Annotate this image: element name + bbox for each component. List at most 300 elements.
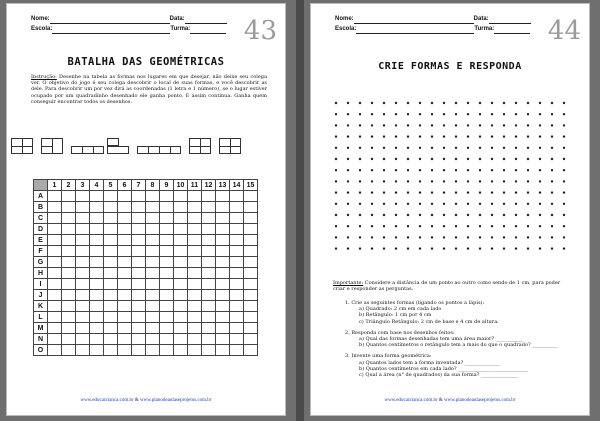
grid-cell[interactable]: [76, 279, 90, 290]
grid-dot: [479, 247, 481, 249]
grid-dot: [467, 102, 469, 104]
grid-dot: [419, 247, 421, 249]
grid-cell[interactable]: [118, 224, 132, 235]
data-label: Data:: [169, 16, 185, 22]
grid-cell[interactable]: [174, 257, 188, 268]
grid-cell[interactable]: [118, 246, 132, 257]
grid-cell[interactable]: [76, 268, 90, 279]
grid-cell[interactable]: [104, 268, 118, 279]
grid-cell[interactable]: [104, 323, 118, 334]
grid-cell[interactable]: [62, 202, 76, 213]
grid-cell[interactable]: [48, 312, 62, 323]
grid-cell[interactable]: [62, 312, 76, 323]
grid-cell[interactable]: [146, 345, 160, 356]
grid-cell[interactable]: [132, 345, 146, 356]
grid-cell[interactable]: [146, 246, 160, 257]
grid-cell[interactable]: [188, 279, 202, 290]
grid-cell[interactable]: [174, 312, 188, 323]
grid-col-header: 14: [230, 180, 244, 191]
grid-cell[interactable]: [118, 268, 132, 279]
shape-step: [107, 138, 119, 146]
grid-cell[interactable]: [118, 301, 132, 312]
grid-cell[interactable]: [216, 246, 230, 257]
grid-cell[interactable]: [118, 235, 132, 246]
grid-cell[interactable]: [160, 312, 174, 323]
grid-cell[interactable]: [188, 235, 202, 246]
grid-cell[interactable]: [48, 290, 62, 301]
grid-dot: [503, 203, 505, 205]
grid-cell[interactable]: [244, 235, 258, 246]
grid-dot: [371, 102, 373, 104]
grid-cell[interactable]: [90, 257, 104, 268]
grid-cell[interactable]: [202, 279, 216, 290]
grid-cell[interactable]: [244, 345, 258, 356]
grid-cell[interactable]: [216, 323, 230, 334]
grid-cell[interactable]: [216, 301, 230, 312]
grid-cell[interactable]: [90, 312, 104, 323]
grid-cell[interactable]: [146, 268, 160, 279]
grid-cell[interactable]: [62, 345, 76, 356]
grid-cell[interactable]: [188, 191, 202, 202]
grid-cell[interactable]: [90, 246, 104, 257]
grid-cell[interactable]: [146, 312, 160, 323]
grid-cell[interactable]: [146, 323, 160, 334]
grid-cell[interactable]: [104, 345, 118, 356]
grid-cell[interactable]: [244, 257, 258, 268]
grid-cell[interactable]: [160, 334, 174, 345]
grid-dot: [503, 180, 505, 182]
grid-cell[interactable]: [146, 213, 160, 224]
grid-cell[interactable]: [90, 323, 104, 334]
grid-cell[interactable]: [174, 268, 188, 279]
grid-cell[interactable]: [90, 191, 104, 202]
grid-cell[interactable]: [76, 235, 90, 246]
grid-cell[interactable]: [62, 213, 76, 224]
grid-cell[interactable]: [216, 224, 230, 235]
grid-cell[interactable]: [76, 202, 90, 213]
grid-cell[interactable]: [216, 312, 230, 323]
grid-dot: [455, 169, 457, 171]
grid-cell[interactable]: [160, 290, 174, 301]
grid-dot: [503, 135, 505, 137]
grid-cell[interactable]: [174, 246, 188, 257]
grid-cell[interactable]: [48, 224, 62, 235]
grid-dot: [431, 180, 433, 182]
grid-cell[interactable]: [216, 235, 230, 246]
grid-cell[interactable]: [244, 246, 258, 257]
grid-dot: [359, 113, 361, 115]
grid-cell[interactable]: [62, 301, 76, 312]
grid-cell[interactable]: [160, 279, 174, 290]
grid-cell[interactable]: [132, 191, 146, 202]
page-number: 43: [243, 16, 277, 46]
footer-link-1[interactable]: www.educacrianca.com.br: [80, 398, 134, 403]
grid-cell[interactable]: [62, 290, 76, 301]
grid-cell[interactable]: [230, 257, 244, 268]
page-divider: [296, 0, 304, 421]
grid-cell[interactable]: [146, 279, 160, 290]
grid-cell[interactable]: [146, 301, 160, 312]
instructions-label: Instrução:: [31, 74, 57, 80]
grid-cell[interactable]: [90, 279, 104, 290]
grid-cell[interactable]: [104, 257, 118, 268]
footer-link-2[interactable]: www.planodeaulaseprojetos.com.br: [140, 398, 212, 403]
grid-cell[interactable]: [202, 312, 216, 323]
grid-cell[interactable]: [160, 235, 174, 246]
grid-cell[interactable]: [202, 224, 216, 235]
grid-cell[interactable]: [244, 224, 258, 235]
grid-cell[interactable]: [160, 191, 174, 202]
grid-cell[interactable]: [230, 213, 244, 224]
grid-cell[interactable]: [188, 334, 202, 345]
grid-row-header: E: [34, 235, 48, 246]
grid-cell[interactable]: [62, 246, 76, 257]
grid-cell[interactable]: [174, 334, 188, 345]
grid-cell[interactable]: [160, 268, 174, 279]
grid-cell[interactable]: [104, 312, 118, 323]
grid-cell[interactable]: [62, 224, 76, 235]
grid-cell[interactable]: [48, 323, 62, 334]
important-label: Importante:: [333, 280, 364, 286]
grid-cell[interactable]: [174, 224, 188, 235]
grid-cell[interactable]: [62, 257, 76, 268]
grid-dot: [479, 169, 481, 171]
grid-cell[interactable]: [216, 345, 230, 356]
grid-cell[interactable]: [146, 334, 160, 345]
grid-cell[interactable]: [104, 202, 118, 213]
grid-dot: [383, 158, 385, 160]
grid-cell[interactable]: [90, 301, 104, 312]
grid-dot: [563, 147, 565, 149]
grid-cell[interactable]: [48, 334, 62, 345]
grid-cell[interactable]: [230, 290, 244, 301]
grid-cell[interactable]: [90, 345, 104, 356]
grid-cell[interactable]: [244, 202, 258, 213]
grid-dot: [563, 102, 565, 104]
grid-cell[interactable]: [132, 268, 146, 279]
grid-cell[interactable]: [132, 257, 146, 268]
grid-cell[interactable]: [76, 257, 90, 268]
grid-cell[interactable]: [244, 301, 258, 312]
grid-cell[interactable]: [216, 334, 230, 345]
grid-cell[interactable]: [62, 268, 76, 279]
grid-cell[interactable]: [230, 268, 244, 279]
grid-cell[interactable]: [202, 323, 216, 334]
grid-cell[interactable]: [202, 235, 216, 246]
grid-cell[interactable]: [118, 191, 132, 202]
grid-cell[interactable]: [160, 323, 174, 334]
grid-cell[interactable]: [118, 257, 132, 268]
grid-cell[interactable]: [104, 290, 118, 301]
grid-cell[interactable]: [132, 312, 146, 323]
grid-dot: [347, 214, 349, 216]
grid-cell[interactable]: [62, 279, 76, 290]
grid-dot: [395, 169, 397, 171]
grid-cell[interactable]: [48, 257, 62, 268]
grid-cell[interactable]: [202, 246, 216, 257]
grid-dot: [347, 247, 349, 249]
grid-dot: [419, 147, 421, 149]
grid-cell[interactable]: [132, 202, 146, 213]
grid-cell[interactable]: [244, 312, 258, 323]
grid-cell[interactable]: [76, 224, 90, 235]
grid-col-header: 2: [62, 180, 76, 191]
grid-cell[interactable]: [62, 334, 76, 345]
grid-cell[interactable]: [132, 301, 146, 312]
grid-cell[interactable]: [76, 301, 90, 312]
grid-cell[interactable]: [76, 334, 90, 345]
grid-cell[interactable]: [188, 202, 202, 213]
footer-link-1[interactable]: www.educacrianca.com.br: [384, 398, 438, 403]
grid-cell[interactable]: [230, 323, 244, 334]
grid-col-header: 9: [160, 180, 174, 191]
grid-cell[interactable]: [118, 279, 132, 290]
question-3c: c) Qual a área (n° de quadrados) da sua forma? _______________: [359, 372, 519, 379]
grid-cell[interactable]: [230, 334, 244, 345]
grid-cell[interactable]: [174, 235, 188, 246]
grid-cell[interactable]: [160, 301, 174, 312]
grid-cell[interactable]: [132, 334, 146, 345]
grid-cell[interactable]: [76, 191, 90, 202]
grid-cell[interactable]: [104, 246, 118, 257]
grid-cell[interactable]: [62, 323, 76, 334]
grid-cell[interactable]: [48, 279, 62, 290]
grid-cell[interactable]: [90, 224, 104, 235]
grid-cell[interactable]: [230, 191, 244, 202]
grid-cell[interactable]: [202, 213, 216, 224]
grid-dot: [431, 236, 433, 238]
grid-cell[interactable]: [48, 235, 62, 246]
grid-cell[interactable]: [104, 213, 118, 224]
grid-cell[interactable]: [90, 202, 104, 213]
grid-cell[interactable]: [160, 213, 174, 224]
grid-cell[interactable]: [230, 246, 244, 257]
grid-dot: [383, 247, 385, 249]
grid-cell[interactable]: [202, 268, 216, 279]
grid-dot: [563, 113, 565, 115]
grid-cell[interactable]: [118, 345, 132, 356]
grid-cell[interactable]: [174, 213, 188, 224]
grid-dot: [515, 135, 517, 137]
grid-cell[interactable]: [244, 290, 258, 301]
grid-cell[interactable]: [244, 213, 258, 224]
grid-cell[interactable]: [216, 191, 230, 202]
grid-cell[interactable]: [90, 334, 104, 345]
grid-dot: [407, 158, 409, 160]
grid-dot: [479, 180, 481, 182]
grid-cell[interactable]: [202, 257, 216, 268]
grid-dot: [455, 158, 457, 160]
grid-cell[interactable]: [244, 279, 258, 290]
battle-grid: [33, 179, 258, 356]
grid-cell[interactable]: [146, 257, 160, 268]
grid-cell[interactable]: [62, 191, 76, 202]
grid-cell[interactable]: [202, 202, 216, 213]
student-header: [31, 14, 261, 34]
grid-cell[interactable]: [146, 202, 160, 213]
grid-dot: [335, 236, 337, 238]
grid-cell[interactable]: [244, 268, 258, 279]
grid-dot: [383, 236, 385, 238]
grid-cell[interactable]: [244, 334, 258, 345]
grid-row-header: N: [34, 334, 48, 345]
grid-cell[interactable]: [188, 224, 202, 235]
grid-cell[interactable]: [188, 312, 202, 323]
grid-cell[interactable]: [216, 257, 230, 268]
grid-cell[interactable]: [174, 301, 188, 312]
grid-cell[interactable]: [188, 268, 202, 279]
grid-col-header: 6: [118, 180, 132, 191]
instructions: [31, 74, 267, 105]
grid-dot: [491, 191, 493, 193]
grid-cell[interactable]: [244, 191, 258, 202]
grid-cell[interactable]: [132, 246, 146, 257]
grid-cell[interactable]: [62, 235, 76, 246]
grid-dot: [455, 135, 457, 137]
grid-cell[interactable]: [216, 202, 230, 213]
grid-cell[interactable]: [230, 312, 244, 323]
grid-dot: [563, 169, 565, 171]
grid-dot: [539, 214, 541, 216]
grid-cell[interactable]: [104, 224, 118, 235]
grid-cell[interactable]: [174, 323, 188, 334]
grid-cell[interactable]: [188, 290, 202, 301]
grid-cell[interactable]: [76, 323, 90, 334]
grid-cell[interactable]: [118, 213, 132, 224]
grid-dot: [383, 214, 385, 216]
grid-cell[interactable]: [230, 235, 244, 246]
grid-cell[interactable]: [118, 334, 132, 345]
grid-cell[interactable]: [90, 235, 104, 246]
footer-amp: &: [133, 398, 141, 403]
grid-cell[interactable]: [174, 345, 188, 356]
grid-cell[interactable]: [132, 235, 146, 246]
grid-cell[interactable]: [104, 279, 118, 290]
grid-cell[interactable]: [76, 213, 90, 224]
grid-cell[interactable]: [216, 268, 230, 279]
grid-cell[interactable]: [174, 279, 188, 290]
grid-dot: [527, 180, 529, 182]
grid-dot: [419, 124, 421, 126]
grid-cell[interactable]: [48, 268, 62, 279]
grid-cell[interactable]: [118, 290, 132, 301]
grid-cell[interactable]: [104, 235, 118, 246]
grid-cell[interactable]: [90, 213, 104, 224]
grid-cell[interactable]: [118, 312, 132, 323]
grid-cell[interactable]: [90, 290, 104, 301]
grid-cell[interactable]: [132, 279, 146, 290]
grid-cell[interactable]: [146, 235, 160, 246]
footer-link-2[interactable]: www.planodeaulaseprojetos.com.br: [444, 398, 516, 403]
grid-cell[interactable]: [230, 345, 244, 356]
grid-dot: [539, 203, 541, 205]
grid-cell[interactable]: [174, 191, 188, 202]
grid-cell[interactable]: [76, 312, 90, 323]
grid-dot: [407, 124, 409, 126]
grid-cell[interactable]: [230, 301, 244, 312]
grid-cell[interactable]: [188, 345, 202, 356]
grid-dot: [395, 158, 397, 160]
grid-cell[interactable]: [244, 323, 258, 334]
grid-cell[interactable]: [48, 345, 62, 356]
grid-cell[interactable]: [48, 191, 62, 202]
grid-dot: [491, 124, 493, 126]
grid-cell[interactable]: [188, 213, 202, 224]
grid-cell[interactable]: [48, 246, 62, 257]
grid-cell[interactable]: [174, 202, 188, 213]
grid-cell[interactable]: [118, 202, 132, 213]
grid-dot: [551, 169, 553, 171]
grid-cell[interactable]: [188, 246, 202, 257]
grid-cell[interactable]: [76, 246, 90, 257]
grid-dot: [479, 191, 481, 193]
grid-cell[interactable]: [160, 257, 174, 268]
grid-cell[interactable]: [230, 202, 244, 213]
grid-cell[interactable]: [188, 323, 202, 334]
grid-dot: [359, 147, 361, 149]
grid-cell[interactable]: [202, 191, 216, 202]
grid-cell[interactable]: [160, 345, 174, 356]
grid-cell[interactable]: [230, 224, 244, 235]
grid-cell[interactable]: [132, 323, 146, 334]
grid-dot: [455, 247, 457, 249]
grid-cell[interactable]: [202, 290, 216, 301]
shape-line: [148, 146, 149, 154]
grid-cell[interactable]: [48, 301, 62, 312]
grid-dot: [371, 225, 373, 227]
grid-row-header: A: [34, 191, 48, 202]
grid-dot: [359, 225, 361, 227]
grid-dot: [491, 158, 493, 160]
grid-cell[interactable]: [146, 290, 160, 301]
grid-cell[interactable]: [76, 345, 90, 356]
grid-cell[interactable]: [132, 290, 146, 301]
grid-cell[interactable]: [48, 202, 62, 213]
grid-dot: [431, 247, 433, 249]
grid-cell[interactable]: [202, 301, 216, 312]
grid-cell[interactable]: [216, 279, 230, 290]
grid-dot: [443, 102, 445, 104]
grid-cell[interactable]: [104, 334, 118, 345]
grid-cell[interactable]: [230, 279, 244, 290]
grid-cell[interactable]: [188, 257, 202, 268]
grid-cell[interactable]: [202, 345, 216, 356]
grid-cell[interactable]: [76, 290, 90, 301]
grid-cell[interactable]: [188, 301, 202, 312]
grid-cell[interactable]: [118, 323, 132, 334]
grid-dot: [407, 180, 409, 182]
grid-cell[interactable]: [160, 224, 174, 235]
grid-cell[interactable]: [104, 301, 118, 312]
grid-cell[interactable]: [146, 224, 160, 235]
grid-cell[interactable]: [48, 213, 62, 224]
grid-dot: [515, 102, 517, 104]
grid-cell[interactable]: [146, 191, 160, 202]
grid-cell[interactable]: [90, 268, 104, 279]
grid-cell[interactable]: [202, 334, 216, 345]
grid-dot: [551, 191, 553, 193]
grid-cell[interactable]: [104, 191, 118, 202]
grid-dot: [515, 225, 517, 227]
grid-cell[interactable]: [160, 246, 174, 257]
grid-cell[interactable]: [174, 290, 188, 301]
grid-cell[interactable]: [132, 224, 146, 235]
grid-cell[interactable]: [216, 290, 230, 301]
grid-cell[interactable]: [132, 213, 146, 224]
grid-cell[interactable]: [216, 213, 230, 224]
grid-cell[interactable]: [160, 202, 174, 213]
grid-dot: [335, 225, 337, 227]
